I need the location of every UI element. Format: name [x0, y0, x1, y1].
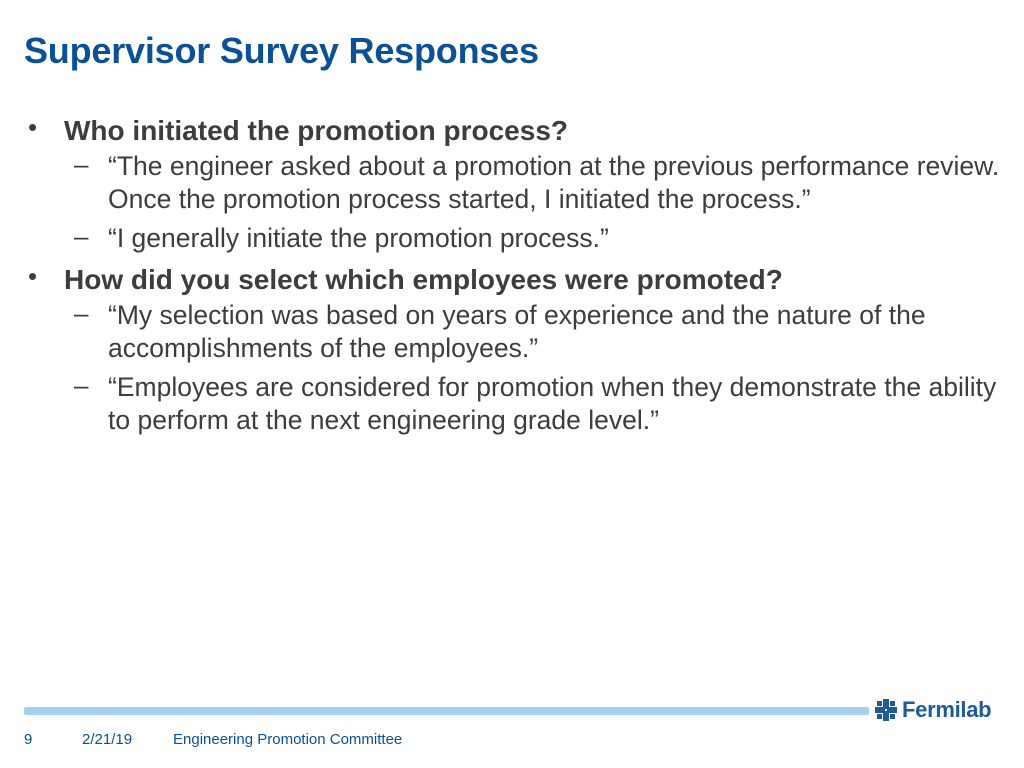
- sub-item: [24, 299, 1004, 365]
- sub-text: “The engineer asked about a promotion at the previous performance review. Once the promotion process started, I initiated the process.”: [108, 151, 1000, 214]
- footer-organization: Engineering Promotion Committee: [173, 731, 403, 748]
- fermilab-logo-icon: [874, 698, 898, 722]
- footer-date: 2/21/19: [82, 731, 133, 748]
- bullet-text: How did you select which employees were promoted?: [64, 264, 783, 295]
- sub-text: “I generally initiate the promotion process.”: [108, 223, 609, 253]
- slide-content: [24, 112, 1004, 443]
- logo-text: Fermilab: [902, 697, 992, 722]
- dash-icon: –: [74, 298, 89, 328]
- sub-list: [24, 299, 1004, 437]
- sub-item: [24, 371, 1004, 437]
- bullet-icon: •: [28, 112, 38, 142]
- slide-title: Supervisor Survey Responses: [24, 30, 539, 71]
- sub-item: [24, 150, 1004, 216]
- dash-icon: –: [74, 149, 89, 179]
- dash-icon: –: [74, 370, 89, 400]
- sub-text: “Employees are considered for promotion when they demonstrate the ability to perform at the next engineering grade level.”: [108, 372, 997, 435]
- footer-bar: [24, 707, 869, 715]
- bullet-text: Who initiated the promotion process?: [64, 115, 568, 146]
- sub-item: [24, 222, 1004, 255]
- sub-text: “My selection was based on years of experience and the nature of the accomplishments of the employees.”: [108, 300, 926, 363]
- fermilab-logo: [874, 697, 991, 723]
- dash-icon: –: [74, 221, 89, 251]
- page-number: 9: [24, 731, 33, 748]
- sub-list: [24, 150, 1004, 255]
- bullet-item: [24, 112, 1004, 150]
- bullet-icon: •: [28, 261, 38, 291]
- bullet-item: [24, 261, 1004, 299]
